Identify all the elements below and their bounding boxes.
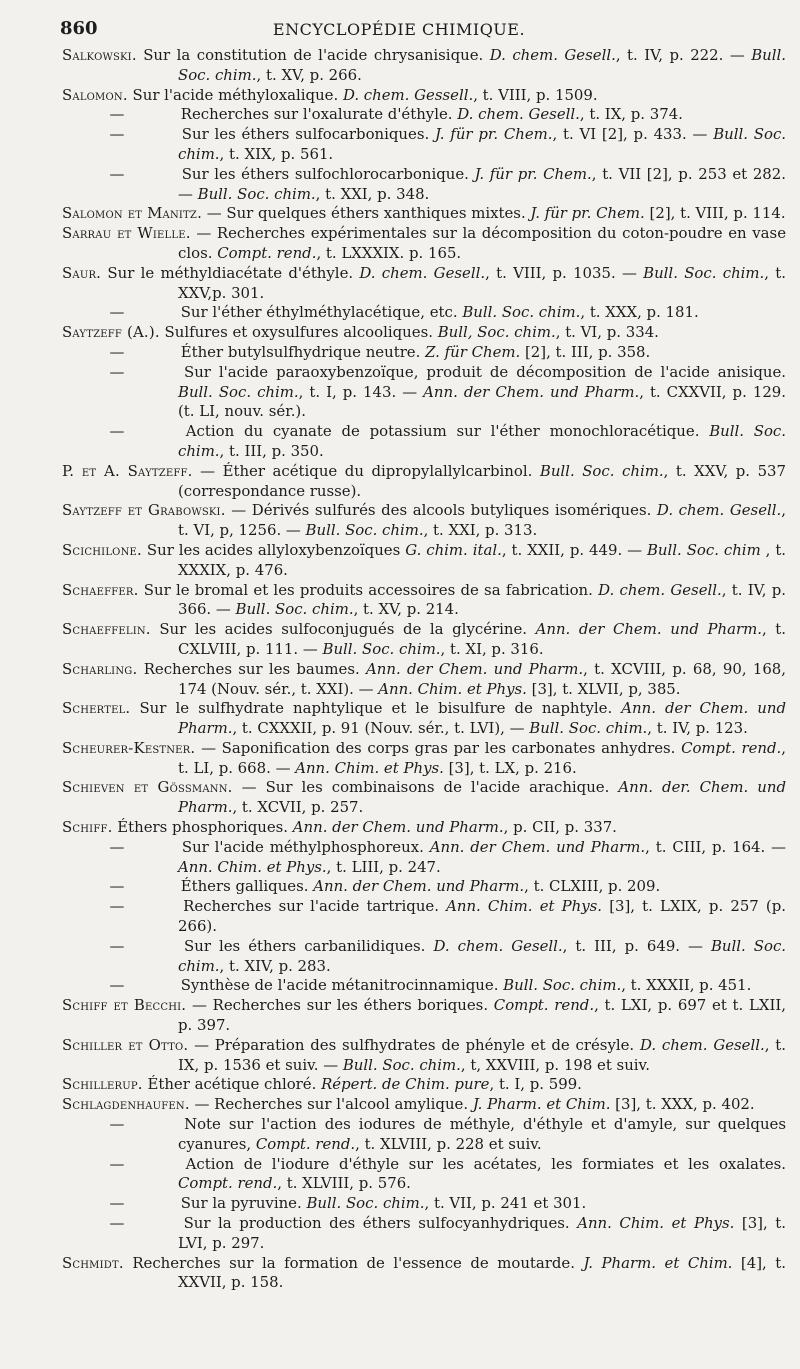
bibliography-entry <box>62 838 786 878</box>
running-head <box>12 6 786 46</box>
running-title: ENCYCLOPÉDIE CHIMIQUE. <box>272 20 526 39</box>
entry-author: — <box>109 1154 125 1173</box>
entry-author: — <box>109 837 125 856</box>
entry-journal: Bull. Soc. chim. <box>178 936 787 975</box>
entry-author: Saytzeff (A.). <box>62 323 160 342</box>
bibliography-entry <box>62 660 786 700</box>
entry-author: — <box>109 422 125 441</box>
entry-author: Scheurer-Kestner. <box>62 738 196 757</box>
bibliography-entry <box>62 1254 786 1294</box>
entry-author: Schertel. <box>62 699 131 718</box>
entry-text: , t. LXI, p. 697 et t. LXII, p. 397. <box>178 996 787 1035</box>
entry-text: , t. IV, p. 366. — <box>178 580 786 619</box>
entry-text: Sur les acides sulfoconjugués de la glycérine. <box>159 620 536 639</box>
entry-journal: Ann. Chim. et Phys. <box>577 1214 735 1233</box>
bibliography-entry <box>62 581 786 621</box>
entry-text: , t. CLXIII, p. 209. <box>524 877 661 896</box>
entry-journal: Bull. Soc. chim. <box>503 976 622 995</box>
entry-text: , t. I, p. 143. — <box>298 382 424 401</box>
entry-author: Saur. <box>62 263 102 282</box>
entry-text: , t. CXXVII, p. 129. (t. LI, nouv. sér.). <box>178 382 786 421</box>
bibliography-entry <box>62 462 786 502</box>
bibliography-entry <box>62 996 786 1036</box>
entry-journal: D. chem. Gesell. <box>598 580 722 599</box>
entry-author: — <box>109 164 125 183</box>
entry-author: — <box>109 897 125 916</box>
bibliography-entry <box>62 343 786 363</box>
entry-text: , t. XIV, p. 283. <box>219 956 331 975</box>
bibliography-entry <box>62 363 786 422</box>
entry-author: Scichilone. <box>62 540 142 559</box>
entry-text: Éther butylsulfhydrique neutre. <box>180 342 426 361</box>
entry-journal: D. chem. Gesell. <box>433 936 563 955</box>
entry-journal: Bull. Soc. chim. <box>178 46 786 84</box>
entry-journal: Bull. Soc. chim. <box>342 1055 461 1074</box>
entry-text: , t. XLVIII, p. 228 et suiv. <box>355 1134 542 1153</box>
bibliography-entry <box>62 976 786 996</box>
entry-journal: Z. für Chem. <box>425 342 521 361</box>
entry-text: , t. XXI, p. 348. <box>315 184 430 203</box>
entry-journal: J. für pr. Chem. <box>434 125 553 144</box>
entry-author: — <box>109 1194 125 1213</box>
bibliography-entry <box>62 1036 786 1076</box>
entry-journal: Bull. Soc. chim. <box>235 600 354 619</box>
entry-journal: D. chem. Gesell. <box>359 263 486 282</box>
bibliography-entry <box>62 422 786 462</box>
entry-text: , t. XXX, p. 181. <box>580 303 699 322</box>
entry-author: Sarrau et Wielle. <box>62 224 191 243</box>
entry-author: Salomon. <box>62 85 128 104</box>
entry-author: — <box>109 1214 125 1233</box>
entry-text: Sur la pyruvine. <box>180 1194 307 1213</box>
entry-author: — <box>109 303 125 322</box>
entry-text: Sur l'acide méthyloxalique. <box>132 85 343 104</box>
entry-text: Sur l'acide méthylphosphoreux. <box>181 837 430 856</box>
entry-text: , t. XV, p. 214. <box>353 600 459 619</box>
entry-journal: Compt. rend. <box>681 738 782 757</box>
entry-author: Schieven et Gössmann. <box>62 778 233 797</box>
bibliography-entry <box>62 897 786 937</box>
entry-journal: J. Pharm. et Chim. <box>472 1095 611 1114</box>
entry-text: , t. VIII, p. 1509. <box>473 85 598 104</box>
entry-journal: Bull. Soc. chim. <box>643 263 765 282</box>
entry-author: Schiff. <box>62 818 113 837</box>
entry-text: , t. IX, p. 1536 et suiv. — <box>178 1035 786 1074</box>
entry-text: , t. CXXXII, p. 91 (Nouv. sér., t. LVI), — <box>232 719 530 738</box>
bibliography-entry <box>62 46 786 86</box>
entry-text: , t. LIII, p. 247. <box>326 857 441 876</box>
entry-author: Schmidt. <box>62 1253 124 1272</box>
entry-text: Sur les éthers sulfochlorocarbonique. <box>181 164 475 183</box>
entry-journal: J. Pharm. et Chim. <box>583 1253 733 1272</box>
entry-text: , t. XCVII, p. 257. <box>232 798 364 817</box>
entry-journal: Bull. Soc. chim. <box>178 125 787 163</box>
entry-journal: G. chim. ital. <box>405 540 502 559</box>
bibliography-entry <box>62 877 786 897</box>
entry-text: Éthers galliques. <box>180 877 314 896</box>
bibliography-entry <box>62 1214 786 1254</box>
entry-text: — Éther acétique du dipropylallylcarbinol. <box>200 461 540 480</box>
entry-author: Schaeffelin. <box>62 620 151 639</box>
entry-text: Synthèse de l'acide métanitrocinnamique. <box>180 976 504 995</box>
entry-author: Salomon et Manitz. <box>62 204 203 223</box>
entry-text: , t. VII, p. 241 et 301. <box>424 1194 587 1213</box>
entry-journal: D. chem. Gesell. <box>457 105 580 124</box>
entry-text: , t. XXII, p. 449. — <box>501 540 647 559</box>
entry-journal: Ann. der Chem. und Pharm. <box>313 877 525 896</box>
entry-journal: Ann. der. Chem. und Pharm. <box>178 778 787 817</box>
bibliography-entry <box>62 1194 786 1214</box>
entry-text: [3], t. XLVII, p, 385. <box>526 679 681 698</box>
entry-author: — <box>109 362 125 381</box>
entry-text: [3], t. XXX, p. 402. <box>610 1095 755 1114</box>
entry-author: Schiff et Becchi. <box>62 996 187 1015</box>
entry-author: Schillerup. <box>62 1075 143 1094</box>
entry-text: , t. XXI, p. 313. <box>423 521 538 540</box>
entry-text: Sur l'acide paraoxybenzoïque, produit de décomposition de l'acide anisique. <box>184 362 787 381</box>
entry-text: , t. LI, p. 668. — <box>178 738 787 777</box>
entry-text: , t. XXXII, p. 451. <box>621 976 752 995</box>
bibliography-entry <box>62 620 786 660</box>
entry-text: , t. XCVIII, p. 68, 90, 168, 174 (Nouv. sér., t. XXI). — <box>178 659 787 698</box>
entry-text: , t. IV, p. 123. <box>647 719 748 738</box>
entry-journal: Ann. der Chem. und Pharm. <box>178 699 786 738</box>
bibliography-entry <box>62 105 786 125</box>
entry-text: , t. IV, p. 222. — <box>615 46 752 64</box>
entry-author: — <box>109 342 125 361</box>
entry-text: , t. VI [2], p. 433. — <box>552 125 714 144</box>
bibliography-entry <box>62 86 786 106</box>
entry-text: Sulfures et oxysulfures alcooliques. <box>164 323 438 342</box>
entry-text: Sur le méthyldiacétate d'éthyle. <box>107 263 360 282</box>
entry-text: Sur les éthers sulfocarboniques. <box>181 125 435 144</box>
entry-text: — Sur quelques éthers xanthiques mixtes. <box>206 204 531 223</box>
bibliography-entry <box>62 818 786 838</box>
entry-text: , t. XXXIX, p. 476. <box>178 540 787 579</box>
entry-journal: Bull. Soc. chim. <box>178 382 299 401</box>
entry-journal: Bull. Soc. chim. <box>305 521 424 540</box>
entry-journal: D. chem. Gesell. <box>656 501 782 520</box>
entry-text: , t. I, p. 599. <box>489 1075 582 1094</box>
entry-journal: Ann. der Chem. und Pharm. <box>366 659 584 678</box>
entry-text: , t. XI, p. 316. <box>440 639 544 658</box>
entry-journal: Ann. Chim. et Phys. <box>178 857 327 876</box>
entry-text: — Sur les combinaisons de l'acide arachique. <box>241 778 619 797</box>
entry-author: — <box>109 105 125 124</box>
entry-text: , t. CIII, p. 164. — <box>645 837 787 856</box>
entry-journal: Compt. rend. <box>178 1174 278 1193</box>
entry-journal: Ann. der Chem. und Pharm. <box>535 620 762 639</box>
bibliography-entry <box>62 1115 786 1155</box>
entry-text: , t. III, p. 649. — <box>562 936 711 955</box>
entry-journal: Bull. Soc. chim. <box>197 184 316 203</box>
entry-author: — <box>109 1115 125 1134</box>
entry-text: , t. LXXXIX. p. 165. <box>316 243 462 262</box>
entry-text: [2], t. III, p. 358. <box>520 342 651 361</box>
entry-journal: Bull. Soc. chim. <box>322 639 441 658</box>
entry-text: , t. VI, p. 334. <box>555 323 659 342</box>
entry-author: Schiller et Otto. <box>62 1035 189 1054</box>
entry-journal: Compt. rend. <box>493 996 595 1015</box>
bibliography-entry <box>62 224 786 264</box>
bibliography-entry <box>62 204 786 224</box>
entry-journal: Compt. rend. <box>217 243 317 262</box>
entry-text: — Recherches expérimentales sur la décomposition du coton-poudre en vase clos. <box>178 224 787 262</box>
entry-text: Sur la production des éthers sulfocyanhydriques. <box>183 1214 578 1233</box>
entry-text: Sur le sulfhydrate naphtylique et le bisulfure de naphtyle. <box>139 699 622 718</box>
entry-text: [3], t. LXIX, p. 257 (p. 266). <box>178 897 786 936</box>
entry-text: Sur les éthers carbanilidiques. <box>184 936 434 955</box>
entry-text: Recherches sur l'acide tartrique. <box>183 897 447 916</box>
bibliography-entry <box>62 1075 786 1095</box>
entry-text: Sur les acides allyloxybenzoïques <box>146 540 406 559</box>
entry-author: Schaeffer. <box>62 580 139 599</box>
entry-text: , t. VIII, p. 1035. — <box>485 263 644 282</box>
entry-journal: Ann. der Chem. und Pharm. <box>292 818 504 837</box>
bibliography-entry <box>62 165 786 205</box>
entry-text: [2], t. VIII, p. 114. <box>644 204 786 223</box>
entry-author: — <box>109 877 125 896</box>
entry-text: Recherches sur la formation de l'essence de moutarde. <box>132 1253 584 1272</box>
bibliography-entry <box>62 323 786 343</box>
entry-text: — Recherches sur les éthers boriques. <box>191 996 494 1015</box>
entry-journal: J. für pr. Chem. <box>474 164 592 183</box>
entry-author: Saytzeff et Grabowski. <box>62 501 226 520</box>
entry-text: Recherches sur l'oxalurate d'éthyle. <box>180 105 458 124</box>
entry-text: , t. IX, p. 374. <box>579 105 683 124</box>
entry-text: — Saponification des corps gras par les carbonates anhydres. <box>201 738 682 757</box>
bibliography-entry <box>62 778 786 818</box>
entry-journal: Ann. der Chem. und Pharm. <box>429 837 646 856</box>
entry-author: Schlagdenhaufen. <box>62 1095 190 1114</box>
entry-text: , t. XXV,p. 301. <box>178 263 787 302</box>
entry-text: , p. CII, p. 337. <box>503 818 617 837</box>
entry-text: , t. III, p. 350. <box>219 441 324 460</box>
bibliography-entry <box>62 1155 786 1195</box>
entry-journal: Bull. Soc. chim <box>646 540 761 559</box>
entry-journal: Ann. Chim. et Phys. <box>378 679 527 698</box>
entry-text: Éther acétique chloré. <box>147 1075 322 1094</box>
entry-text: , t. VII [2], p. 253 et 282. — <box>178 164 786 203</box>
entry-author: — <box>109 125 125 144</box>
entry-journal: Bull. Soc. chim. <box>178 422 787 460</box>
entry-author: — <box>109 936 125 955</box>
entry-journal: D. chem. Gesell. <box>489 46 616 64</box>
entry-journal: Bull. Soc. chim. <box>462 303 581 322</box>
entry-text: Action du cyanate de potassium sur l'éther monochloracétique. <box>185 422 710 441</box>
entry-text: , t, XXVIII, p. 198 et suiv. <box>460 1055 650 1074</box>
entry-journal: D. chem. Gesell. <box>639 1035 765 1054</box>
entry-text: Éthers phosphoriques. <box>117 818 293 837</box>
bibliography-entry <box>62 303 786 323</box>
entry-text: , t. XLVIII, p. 576. <box>277 1174 411 1193</box>
entry-text: Sur le bromal et les produits accessoires de sa fabrication. <box>143 580 599 599</box>
entry-journal: Compt. rend. <box>255 1134 356 1153</box>
entry-journal: Ann. der Chem. und Pharm. <box>423 382 640 401</box>
entry-author: — <box>109 976 125 995</box>
entry-text: — Préparation des sulfhydrates de phényle et de crésyle. <box>194 1035 640 1054</box>
entry-author: Scharling. <box>62 659 138 678</box>
entry-journal: D. chem. Gessell. <box>342 85 474 104</box>
bibliography-entry <box>62 125 786 165</box>
page-number: 860 <box>60 18 98 39</box>
entry-journal: Bull, Soc. chim. <box>437 323 556 342</box>
bibliography-entry <box>62 264 786 304</box>
bibliography-entry <box>62 1095 786 1115</box>
entry-text: — Dérivés sulfurés des alcools butyliques isomériques. <box>231 501 657 520</box>
entry-journal: Bull. Soc. chim. <box>539 461 664 480</box>
entry-journal: Bull. Soc. chim. <box>529 719 648 738</box>
entry-journal: J. für pr. Chem. <box>530 204 645 223</box>
entry-text: [3], t. LVI, p. 297. <box>178 1214 787 1252</box>
entry-journal: Ann. Chim. et Phys. <box>446 897 603 916</box>
entry-text: [4], t. XXVII, p. 158. <box>178 1253 786 1292</box>
entry-text: Action de l'iodure d'éthyle sur les acétates, les formiates et les oxalates. <box>185 1154 787 1173</box>
bibliography-entries <box>12 46 786 1293</box>
entry-text: , t. VI, p, 1256. — <box>178 501 787 540</box>
entry-text: — Recherches sur l'alcool amylique. <box>194 1095 473 1114</box>
entry-author: P. et A. Saytzeff. <box>62 461 193 480</box>
entry-text: Sur la constitution de l'acide chrysanisique. <box>143 46 490 64</box>
entry-text: Sur l'éther éthylméthylacétique, etc. <box>180 303 463 322</box>
entry-text: Note sur l'action des iodures de méthyle, d'éthyle et d'amyle, sur quelques cyanures, <box>178 1115 786 1153</box>
entry-text: Recherches sur les baumes. <box>143 659 367 678</box>
entry-journal: Bull. Soc. chim. <box>306 1194 425 1213</box>
entry-text: , t. XV, p. 266. <box>256 65 362 84</box>
entry-author: Salkowski. <box>62 46 137 64</box>
bibliography-entry <box>62 739 786 779</box>
bibliography-entry <box>62 699 786 739</box>
bibliography-entry <box>62 541 786 581</box>
entry-text: , t. XXV, p. 537 (correspondance russe). <box>178 461 787 500</box>
entry-journal: Répert. de Chim. pure <box>321 1075 490 1094</box>
entry-text: , t. CXLVIII, p. 111. — <box>178 620 787 658</box>
bibliography-entry <box>62 501 786 541</box>
bibliography-entry <box>62 937 786 977</box>
entry-text: [3], t. LX, p. 216. <box>443 758 577 777</box>
entry-text: , t. XIX, p. 561. <box>219 144 334 163</box>
entry-journal: Ann. Chim. et Phys. <box>295 758 444 777</box>
